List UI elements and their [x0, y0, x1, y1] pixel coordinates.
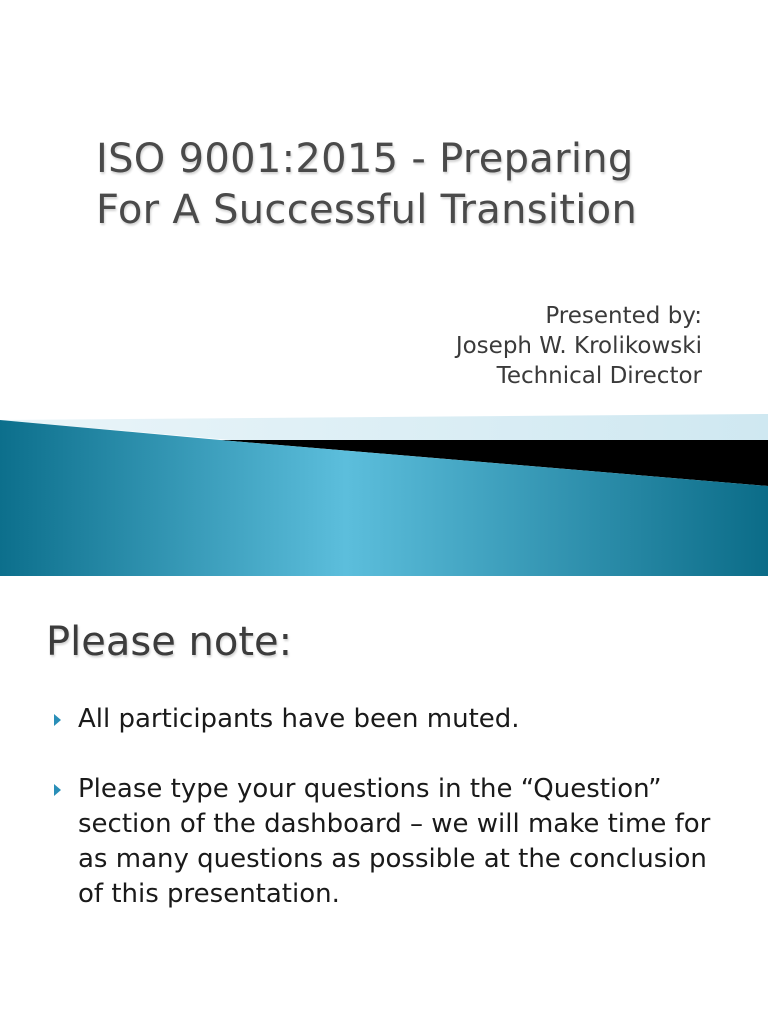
title-line: For A Successful Transition	[96, 187, 638, 233]
note-bullet	[54, 772, 734, 912]
title-line: ISO 9001:2015 - Preparing	[96, 136, 634, 182]
note-bullet-text: All participants have been muted.	[78, 704, 520, 734]
presenter-label: Presented by:	[545, 303, 702, 329]
triangle-right-icon	[54, 714, 61, 726]
note-bullet-list	[54, 702, 734, 947]
presentation-title	[96, 134, 736, 236]
presenter-name: Joseph W. Krolikowski	[455, 333, 702, 359]
presenter-block	[456, 301, 702, 391]
note-bullet	[54, 702, 734, 737]
note-slide	[0, 576, 768, 1024]
note-heading: Please note:	[46, 619, 293, 665]
note-bullet-text: Please type your questions in the “Question” section of the dashboard – we will make time for as many questions as possible at the conclusion of this presentation.	[78, 774, 711, 909]
presenter-role: Technical Director	[496, 363, 702, 389]
decorative-band	[0, 410, 768, 576]
triangle-right-icon	[54, 784, 61, 796]
